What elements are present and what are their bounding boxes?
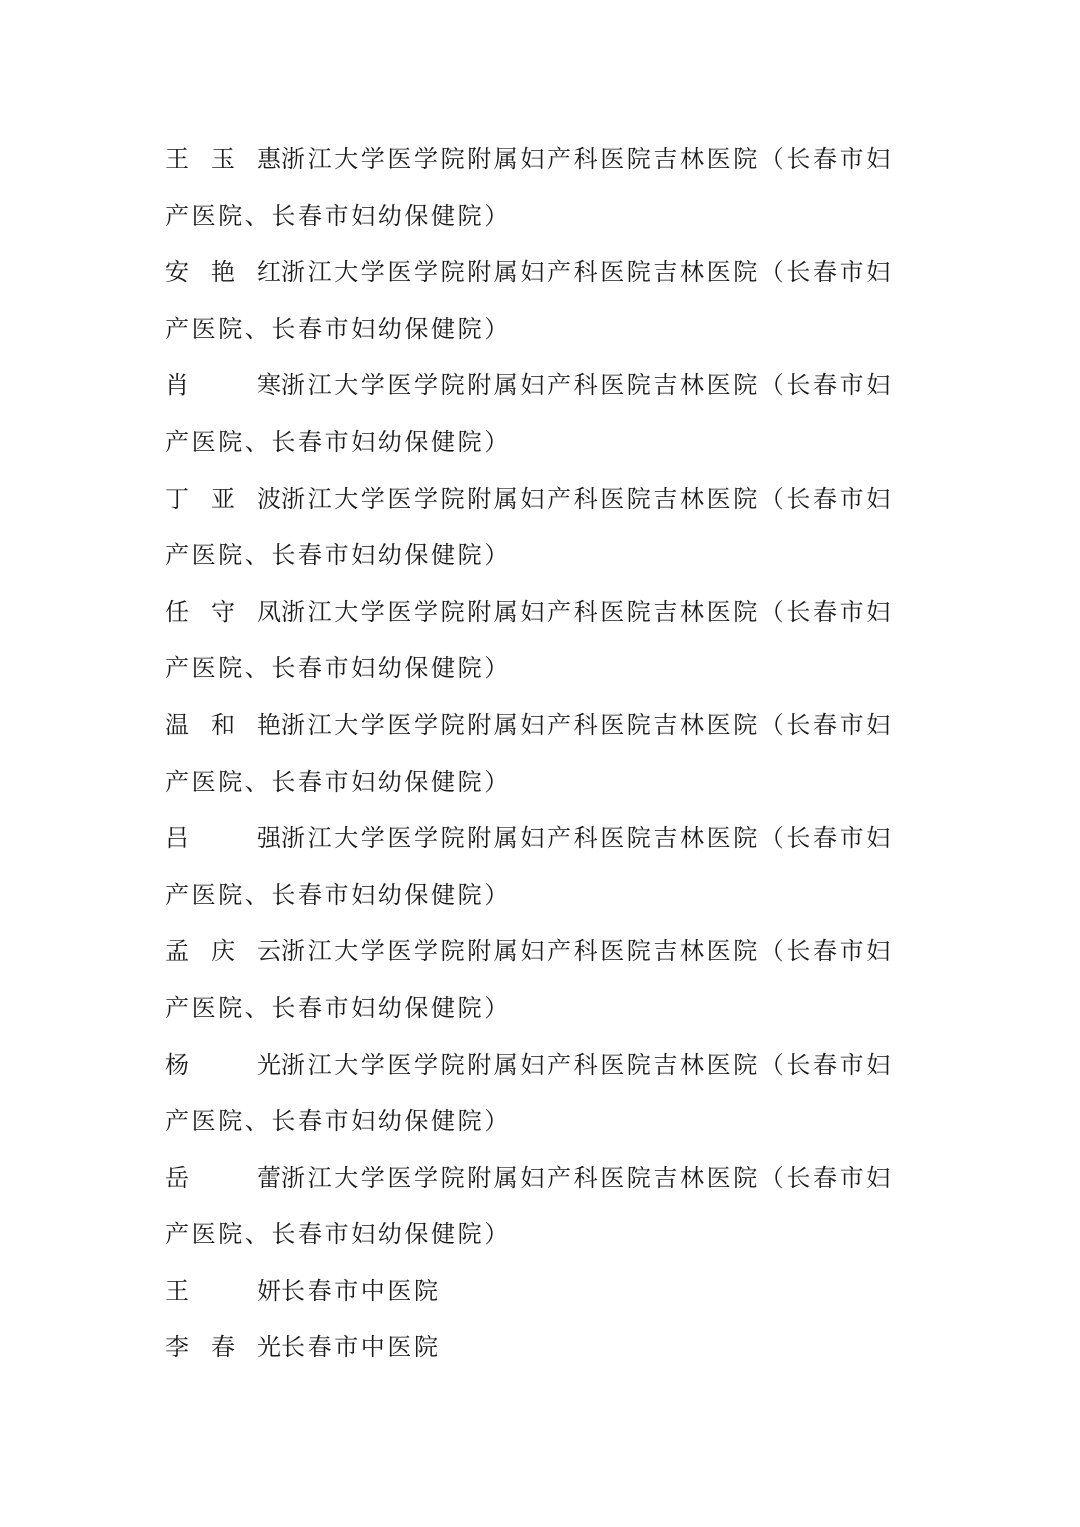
- institution-continuation: 产医院、长春市妇幼保健院）: [165, 654, 511, 683]
- institution-name: 浙江大学医学院附属妇产科医院吉林医院（长春市妇: [281, 1050, 893, 1079]
- list-item: [165, 244, 920, 357]
- institution-name: 浙江大学医学院附属妇产科医院吉林医院（长春市妇: [281, 371, 893, 400]
- person-name: 杨 光: [165, 1050, 281, 1079]
- institution-name: 浙江大学医学院附属妇产科医院吉林医院（长春市妇: [281, 937, 893, 966]
- list-item: [165, 471, 920, 584]
- institution-continuation: 产医院、长春市妇幼保健院）: [165, 541, 511, 570]
- list-item: [165, 1150, 920, 1263]
- institution-continuation: 产医院、长春市妇幼保健院）: [165, 314, 511, 343]
- institution-name: 浙江大学医学院附属妇产科医院吉林医院（长春市妇: [281, 258, 893, 287]
- list-item: [165, 131, 920, 244]
- list-item: [165, 584, 920, 697]
- institution-continuation: 产医院、长春市妇幼保健院）: [165, 1107, 511, 1136]
- list-item: [165, 1319, 920, 1376]
- person-name: 王 妍: [165, 1276, 281, 1305]
- list-item: [165, 923, 920, 1036]
- institution-continuation: 产医院、长春市妇幼保健院）: [165, 993, 511, 1022]
- person-name: 任守凤: [165, 597, 281, 626]
- person-name: 温和艳: [165, 710, 281, 739]
- person-name: 丁亚波: [165, 484, 281, 513]
- institution-name: 浙江大学医学院附属妇产科医院吉林医院（长春市妇: [281, 824, 893, 853]
- person-name: 岳 蕾: [165, 1163, 281, 1192]
- institution-name: 浙江大学医学院附属妇产科医院吉林医院（长春市妇: [281, 1163, 893, 1192]
- institution-name: 长春市中医院: [281, 1276, 441, 1305]
- person-name: 吕 强: [165, 824, 281, 853]
- list-item: [165, 357, 920, 470]
- institution-name: 长春市中医院: [281, 1333, 441, 1362]
- list-item: [165, 1263, 920, 1320]
- institution-name: 浙江大学医学院附属妇产科医院吉林医院（长春市妇: [281, 597, 893, 626]
- institution-continuation: 产医院、长春市妇幼保健院）: [165, 1220, 511, 1249]
- institution-continuation: 产医院、长春市妇幼保健院）: [165, 880, 511, 909]
- person-name: 安艳红: [165, 258, 281, 287]
- person-name: 肖 寒: [165, 371, 281, 400]
- institution-name: 浙江大学医学院附属妇产科医院吉林医院（长春市妇: [281, 145, 893, 173]
- list-item: [165, 697, 920, 810]
- list-item: [165, 810, 920, 923]
- institution-name: 浙江大学医学院附属妇产科医院吉林医院（长春市妇: [281, 484, 893, 513]
- personnel-list: [165, 131, 920, 1376]
- institution-continuation: 产医院、长春市妇幼保健院）: [165, 767, 511, 796]
- list-item: [165, 1037, 920, 1150]
- institution-continuation: 产医院、长春市妇幼保健院）: [165, 201, 511, 230]
- person-name: 李春光: [165, 1333, 281, 1362]
- institution-continuation: 产医院、长春市妇幼保健院）: [165, 427, 511, 456]
- person-name: 孟庆云: [165, 937, 281, 966]
- person-name: 王玉惠: [165, 145, 281, 173]
- institution-name: 浙江大学医学院附属妇产科医院吉林医院（长春市妇: [281, 710, 893, 739]
